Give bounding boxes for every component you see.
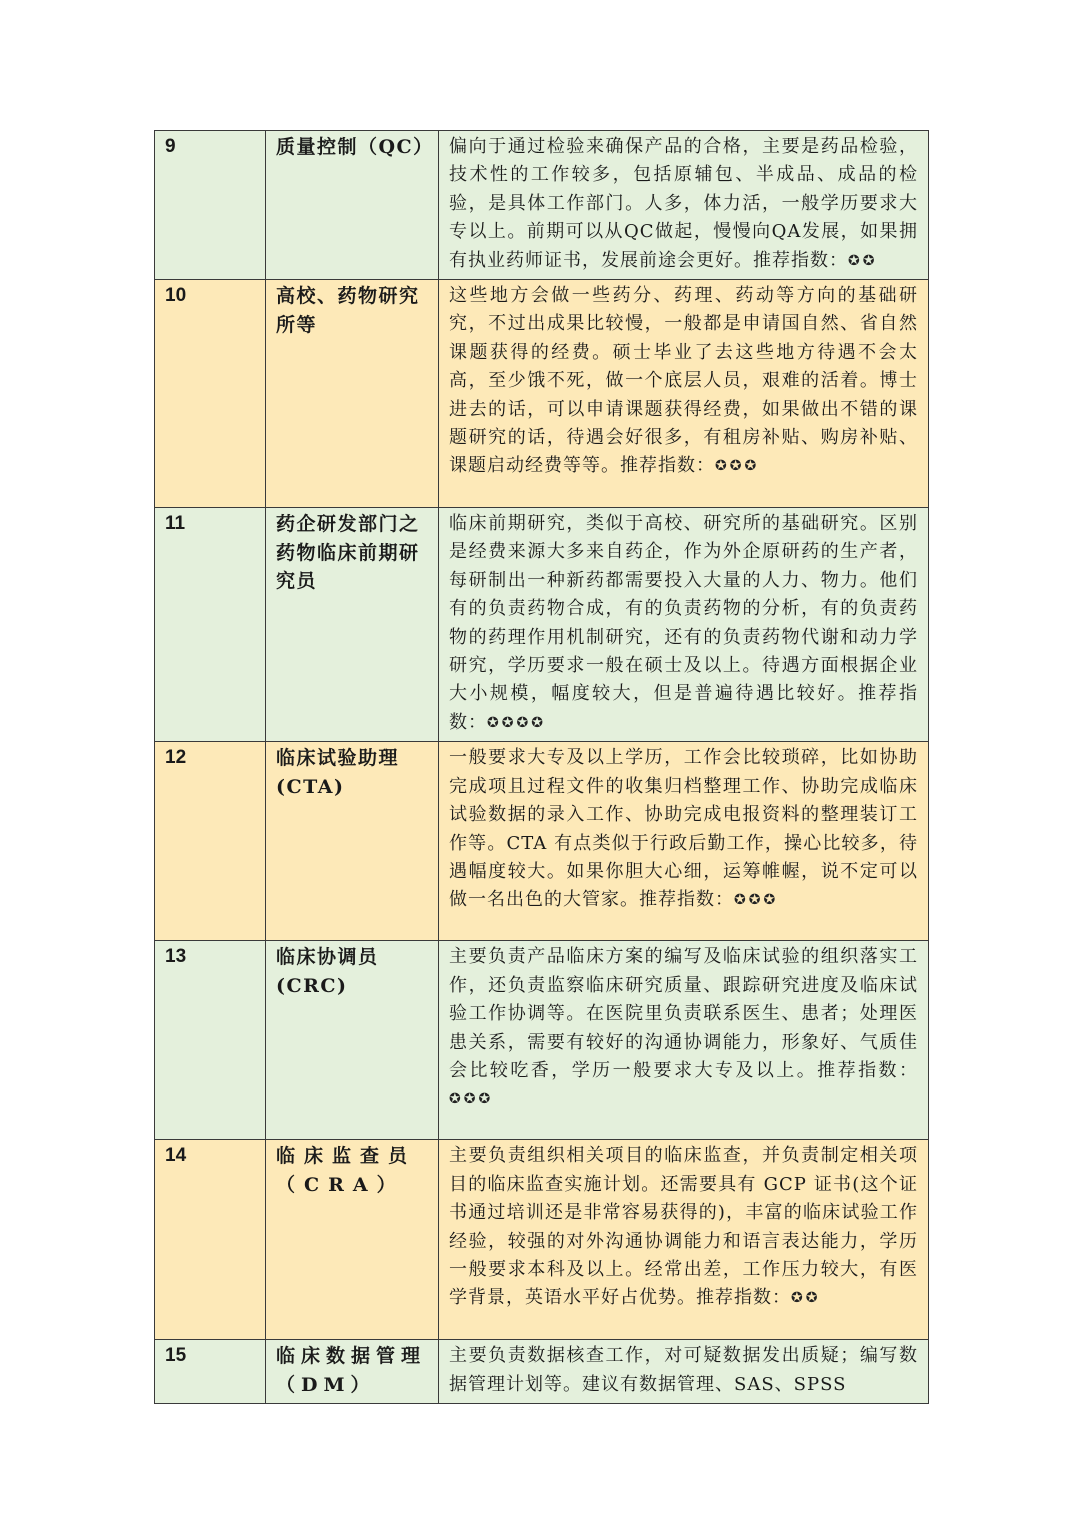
description-text: 主要负责数据核查工作，对可疑数据发出质疑；编写数据管理计划等。建议有数据管理、SAS、SPSS: [449, 1345, 918, 1395]
row-number: 9: [155, 131, 266, 280]
recommendation-stars-icon: ✪✪: [848, 252, 878, 269]
recommendation-stars-icon: ✪✪✪✪: [487, 714, 546, 731]
recommendation-stars-icon: ✪✪✪: [734, 892, 779, 909]
description-text: 偏向于通过检验来确保产品的合格，主要是药品检验，技术性的工作较多，包括原辅包、半成品、成品的检验，是具体工作部门。人多，体力活，一般学历要求大专以上。前期可以从QC做起，慢慢向QA发展，如果拥有执业药师证书，发展前途会更好。推荐指数：: [449, 136, 918, 271]
table-row: [155, 508, 929, 742]
description-text: 这些地方会做一些药分、药理、药动等方向的基础研究，不过出成果比较慢，一般都是申请国自然、省自然课题获得的经费。硕士毕业了去这些地方待遇不会太高，至少饿不死，做一个底层人员，艰难的活着。博士进去的话，可以申请课题获得经费，如果做出不错的课题研究的话，待遇会好很多，有租房补贴、购房补贴、课题启动经费等等。推荐指数：: [449, 285, 918, 477]
job-title: 高校、药物研究所等: [266, 280, 439, 508]
description-text: 一般要求大专及以上学历，工作会比较琐碎，比如协助完成项且过程文件的收集归档整理工作、协助完成临床试验数据的录入工作、协助完成电报资料的整理装订工作等。CTA 有点类似于行政后勤工作，操心比较多，待遇幅度较大。如果你胆大心细，运筹帷幄，说不定可以做一名出色的大管家。推荐指数：: [449, 747, 918, 911]
job-title: 药企研发部门之药物临床前期研究员: [266, 508, 439, 742]
job-title: 质量控制（QC）: [266, 131, 439, 280]
job-title: 临床数据管理（DM）: [266, 1340, 439, 1404]
job-description: [439, 508, 929, 742]
description-text: 主要负责组织相关项目的临床监查，并负责制定相关项目的临床监查实施计划。还需要具有 GCP 证书(这个证书通过培训还是非常容易获得的)，丰富的临床试验工作经验，较强的对外沟通协调能力和语言表达能力，学历一般要求本科及以上。经常出差，工作压力较大，有医学背景，英语水平好占优势。推荐指数：: [449, 1145, 918, 1309]
table-row: [155, 1340, 929, 1404]
table-row: [155, 742, 929, 941]
job-title: 临床监查员（CRA）: [266, 1140, 439, 1340]
recommendation-stars-icon: ✪✪✪: [715, 458, 760, 475]
job-description: [439, 1340, 929, 1404]
table-row: [155, 941, 929, 1140]
description-text: 主要负责产品临床方案的编写及临床试验的组织落实工作，还负责监察临床研究质量、跟踪研究进度及临床试验工作协调等。在医院里负责联系医生、患者；处理医患关系，需要有较好的沟通协调能力，形象好、气质佳会比较吃香，学历一般要求大专及以上。推荐指数：: [449, 946, 918, 1081]
recommendation-stars-icon: ✪✪✪: [449, 1091, 494, 1108]
job-description: [439, 742, 929, 941]
description-text: 临床前期研究，类似于高校、研究所的基础研究。区别是经费来源大多来自药企，作为外企原研药的生产者，每研制出一种新药都需要投入大量的人力、物力。他们有的负责药物合成，有的负责药物的分析，有的负责药物的药理作用机制研究，还有的负责药物代谢和动力学研究，学历要求一般在硕士及以上。待遇方面根据企业大小规模，幅度较大，但是普遍待遇比较好。推荐指数：: [449, 513, 918, 733]
recommendation-stars-icon: ✪✪: [791, 1290, 821, 1307]
row-number: 10: [155, 280, 266, 508]
job-title: 临床试验助理(CTA): [266, 742, 439, 941]
row-number: 15: [155, 1340, 266, 1404]
table-row: [155, 280, 929, 508]
row-number: 12: [155, 742, 266, 941]
table-row: [155, 1140, 929, 1340]
job-description: [439, 131, 929, 280]
job-description: [439, 941, 929, 1140]
row-number: 14: [155, 1140, 266, 1340]
job-description: [439, 280, 929, 508]
table-row: [155, 131, 929, 280]
row-number: 11: [155, 508, 266, 742]
job-title: 临床协调员(CRC): [266, 941, 439, 1140]
career-table: [154, 130, 929, 1404]
job-description: [439, 1140, 929, 1340]
row-number: 13: [155, 941, 266, 1140]
